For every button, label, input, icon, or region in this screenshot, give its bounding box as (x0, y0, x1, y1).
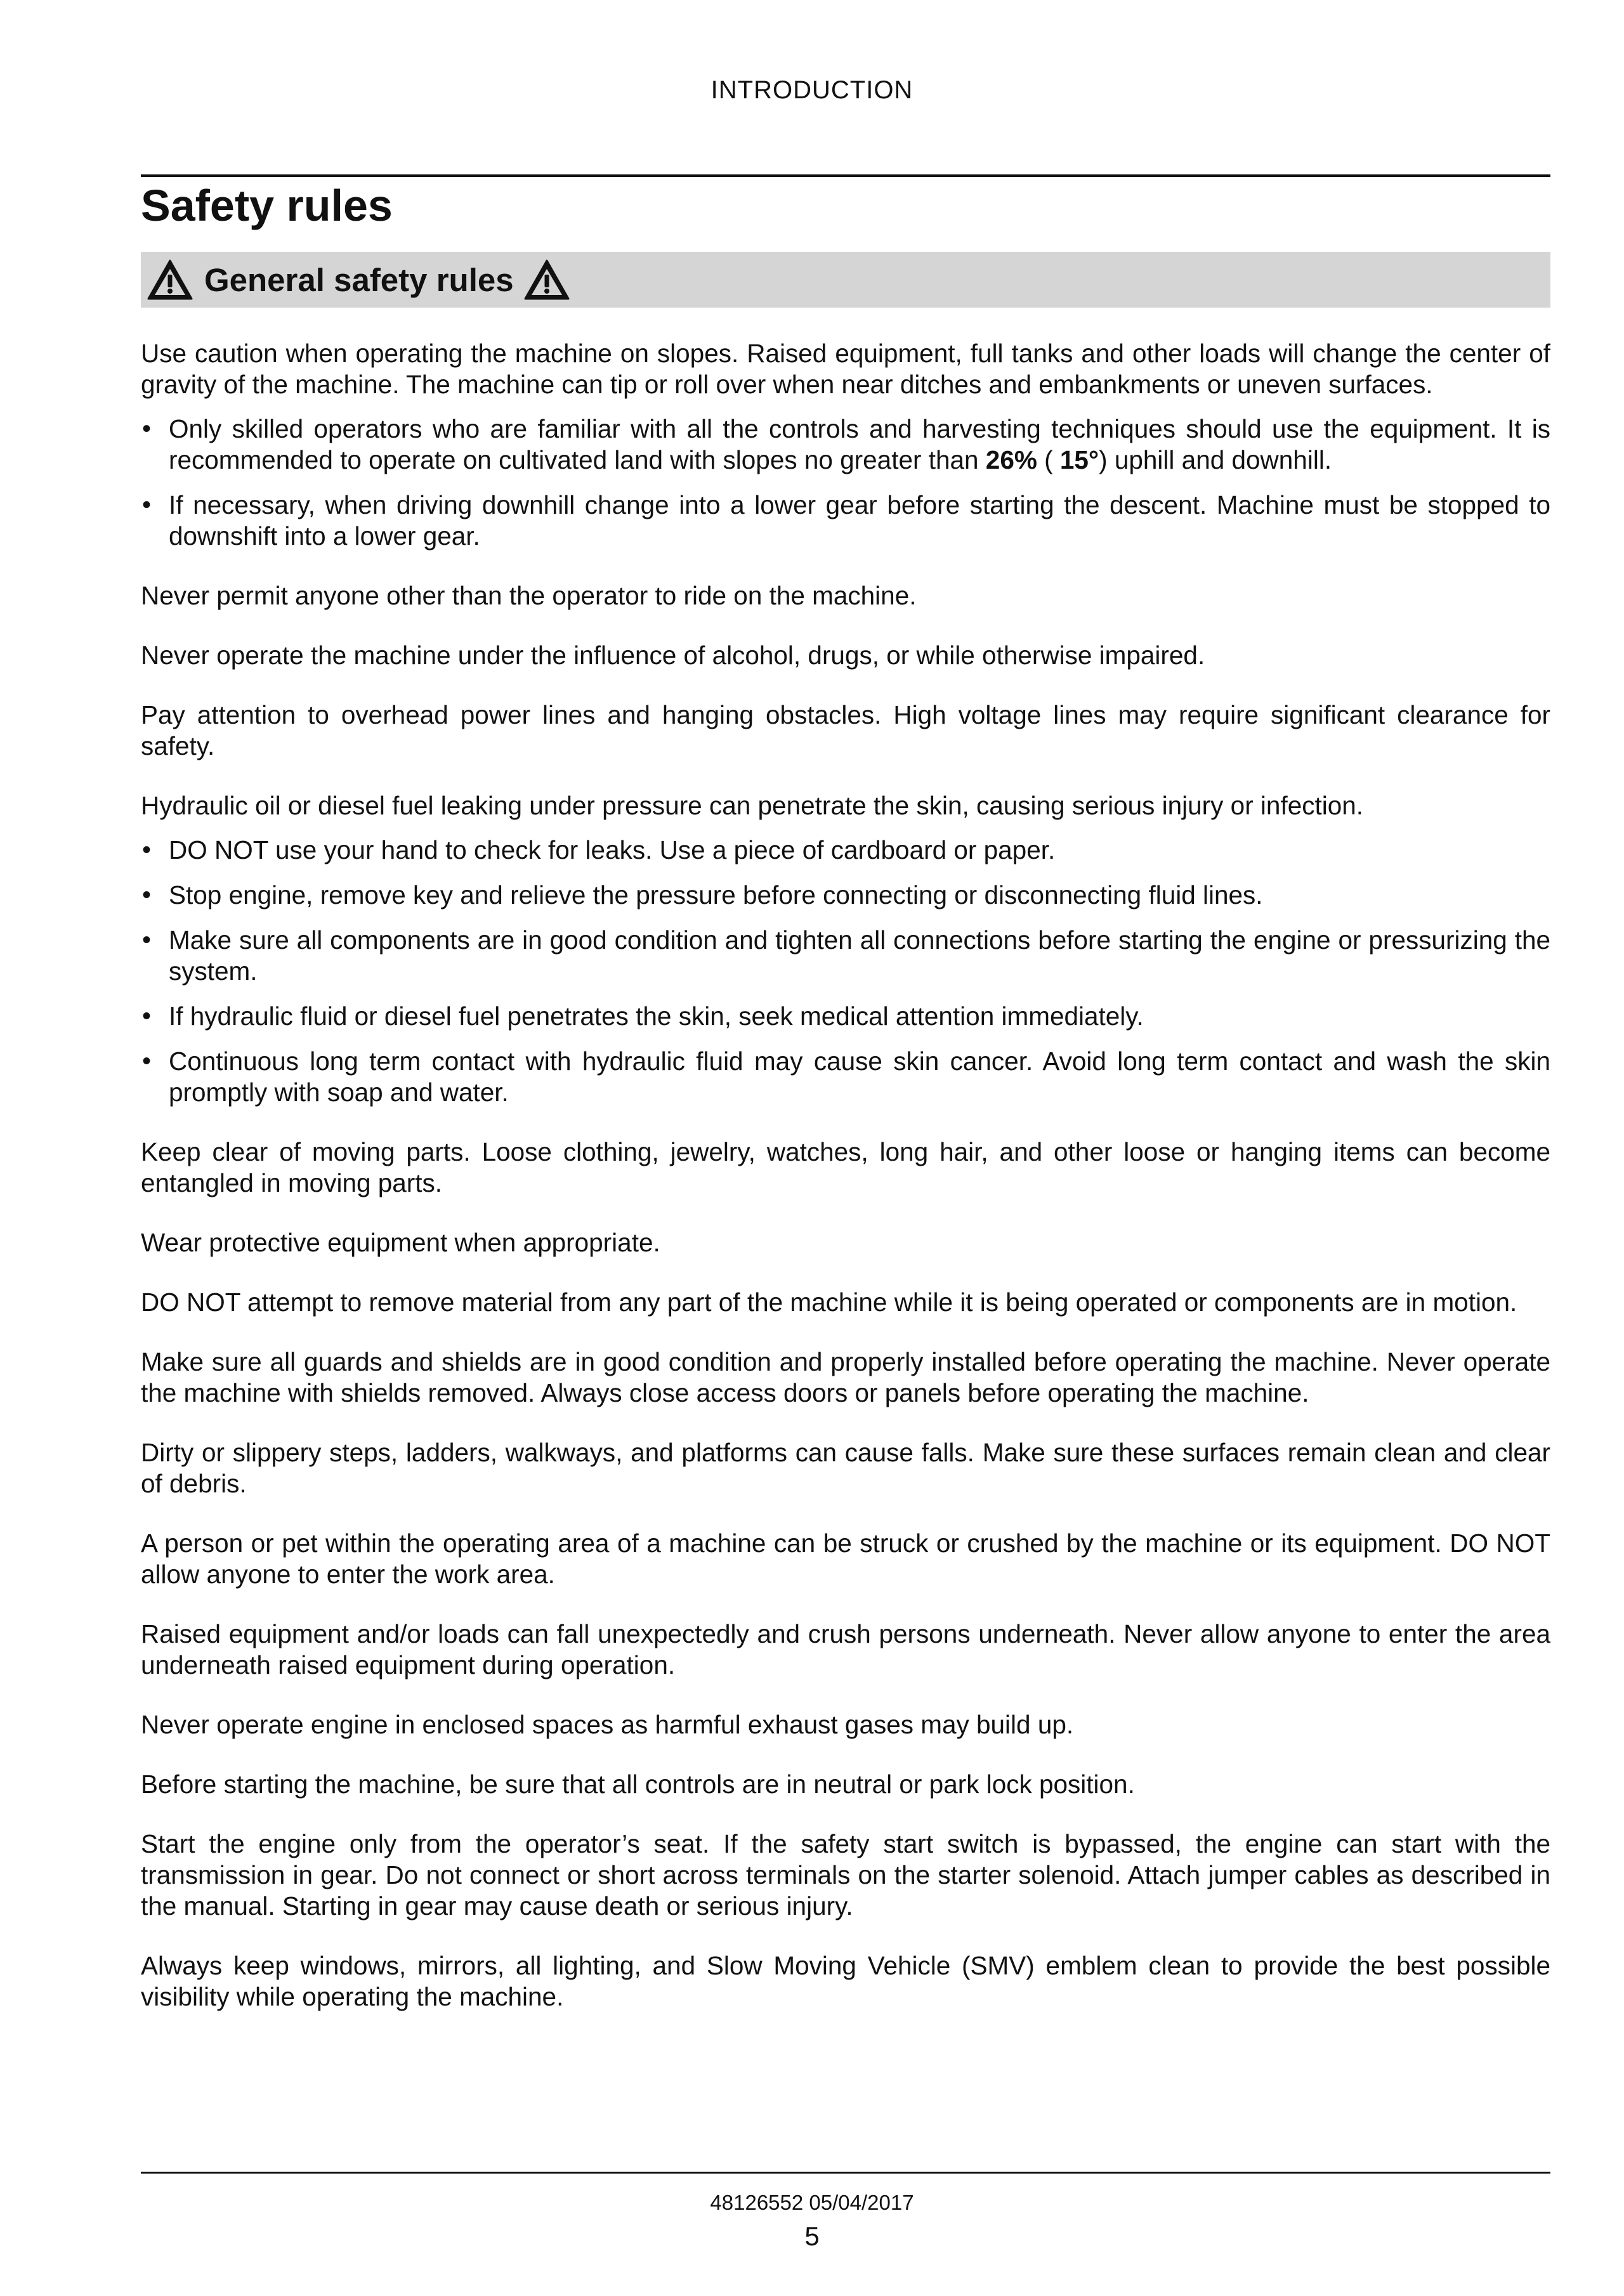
footer-rule (141, 2172, 1550, 2174)
paragraph: Never operate engine in enclosed spaces as harmful exhaust gases may build up. (141, 1710, 1074, 1739)
paragraph: Raised equipment and/or loads can fall unexpectedly and crush persons underneath. Never allow anyone to enter the area underneath raised equipment during operation. (141, 1619, 1550, 1680)
paragraph: A person or pet within the operating area of a machine can be struck or crushed by the machine or its equipment. DO NOT allow anyone to enter the work area. (141, 1529, 1550, 1589)
paragraph: Dirty or slippery steps, ladders, walkways, and platforms can cause falls. Make sure these surfaces remain clean and clear of debris. (141, 1438, 1550, 1498)
paragraph: Make sure all guards and shields are in good condition and properly installed before operating the machine. Never operate the machine with shields removed. Always close access doors or panels before operating the machine. (141, 1347, 1550, 1407)
bullet-list-slopes (141, 414, 1550, 552)
header-rule (141, 174, 1550, 177)
section-heading-bar (141, 252, 1550, 308)
paragraph: Pay attention to overhead power lines and hanging obstacles. High voltage lines may require significant clearance for safety. (141, 700, 1550, 760)
list-item: • DO NOT use your hand to check for leaks. Use a piece of cardboard or paper. (141, 835, 1550, 866)
paragraph: Before starting the machine, be sure that all controls are in neutral or park lock position. (141, 1770, 1135, 1799)
paragraph: Wear protective equipment when appropriate. (141, 1228, 660, 1257)
bullet-list-hydraulic (141, 835, 1550, 1108)
paragraph: Always keep windows, mirrors, all lighting, and Slow Moving Vehicle (SMV) emblem clean to provide the best possible visibility while operating the machine. (141, 1951, 1550, 2011)
list-item: • Continuous long term contact with hydraulic fluid may cause skin cancer. Avoid long term contact and wash the skin promptly with soap and water. (141, 1046, 1550, 1108)
page-number: 5 (804, 2221, 820, 2251)
paragraph: DO NOT attempt to remove material from any part of the machine while it is being operated or components are in motion. (141, 1288, 1517, 1317)
body-content (141, 338, 1550, 2041)
footer-document-id: 48126552 05/04/2017 (710, 2191, 914, 2214)
list-item: • Make sure all components are in good condition and tighten all connections before starting the engine or pressurizing the system. (141, 925, 1550, 987)
list-item: • If necessary, when driving downhill change into a lower gear before starting the descent. Machine must be stopped to downshift into a lower gear. (141, 490, 1550, 552)
warning-triangle-icon (147, 259, 193, 301)
list-item: • Only skilled operators who are familiar with all the controls and harvesting techniques should use the equipment. It is recommended to operate on cultivated land with slopes no greater than 26% ( 15°) uphill and downhill. (141, 414, 1550, 476)
paragraph: Never operate the machine under the influence of alcohol, drugs, or while otherwise impaired. (141, 641, 1205, 670)
list-item: • Stop engine, remove key and relieve the pressure before connecting or disconnecting fluid lines. (141, 880, 1550, 911)
page-title: Safety rules (141, 181, 393, 230)
paragraph: Hydraulic oil or diesel fuel leaking under pressure can penetrate the skin, causing serious injury or infection. (141, 791, 1364, 820)
paragraph: Start the engine only from the operator’s seat. If the safety start switch is bypassed, the engine can start with the transmission in gear. Do not connect or short across terminals on the starter solenoid. Attach jumper cables as described in the manual. Starting in gear may cause death or serious injury. (141, 1829, 1550, 1921)
warning-triangle-icon (524, 259, 570, 301)
paragraph: Keep clear of moving parts. Loose clothing, jewelry, watches, long hair, and other loose or hanging items can become entangled in moving parts. (141, 1137, 1550, 1197)
paragraph: Use caution when operating the machine on slopes. Raised equipment, full tanks and other loads will change the center of gravity of the machine. The machine can tip or roll over when near ditches and embankments or uneven surfaces. (141, 339, 1550, 399)
paragraph: Never permit anyone other than the operator to ride on the machine. (141, 581, 917, 610)
list-item: • If hydraulic fluid or diesel fuel penetrates the skin, seek medical attention immediately. (141, 1001, 1550, 1032)
running-header: INTRODUCTION (710, 76, 914, 104)
section-heading: General safety rules (204, 261, 514, 298)
